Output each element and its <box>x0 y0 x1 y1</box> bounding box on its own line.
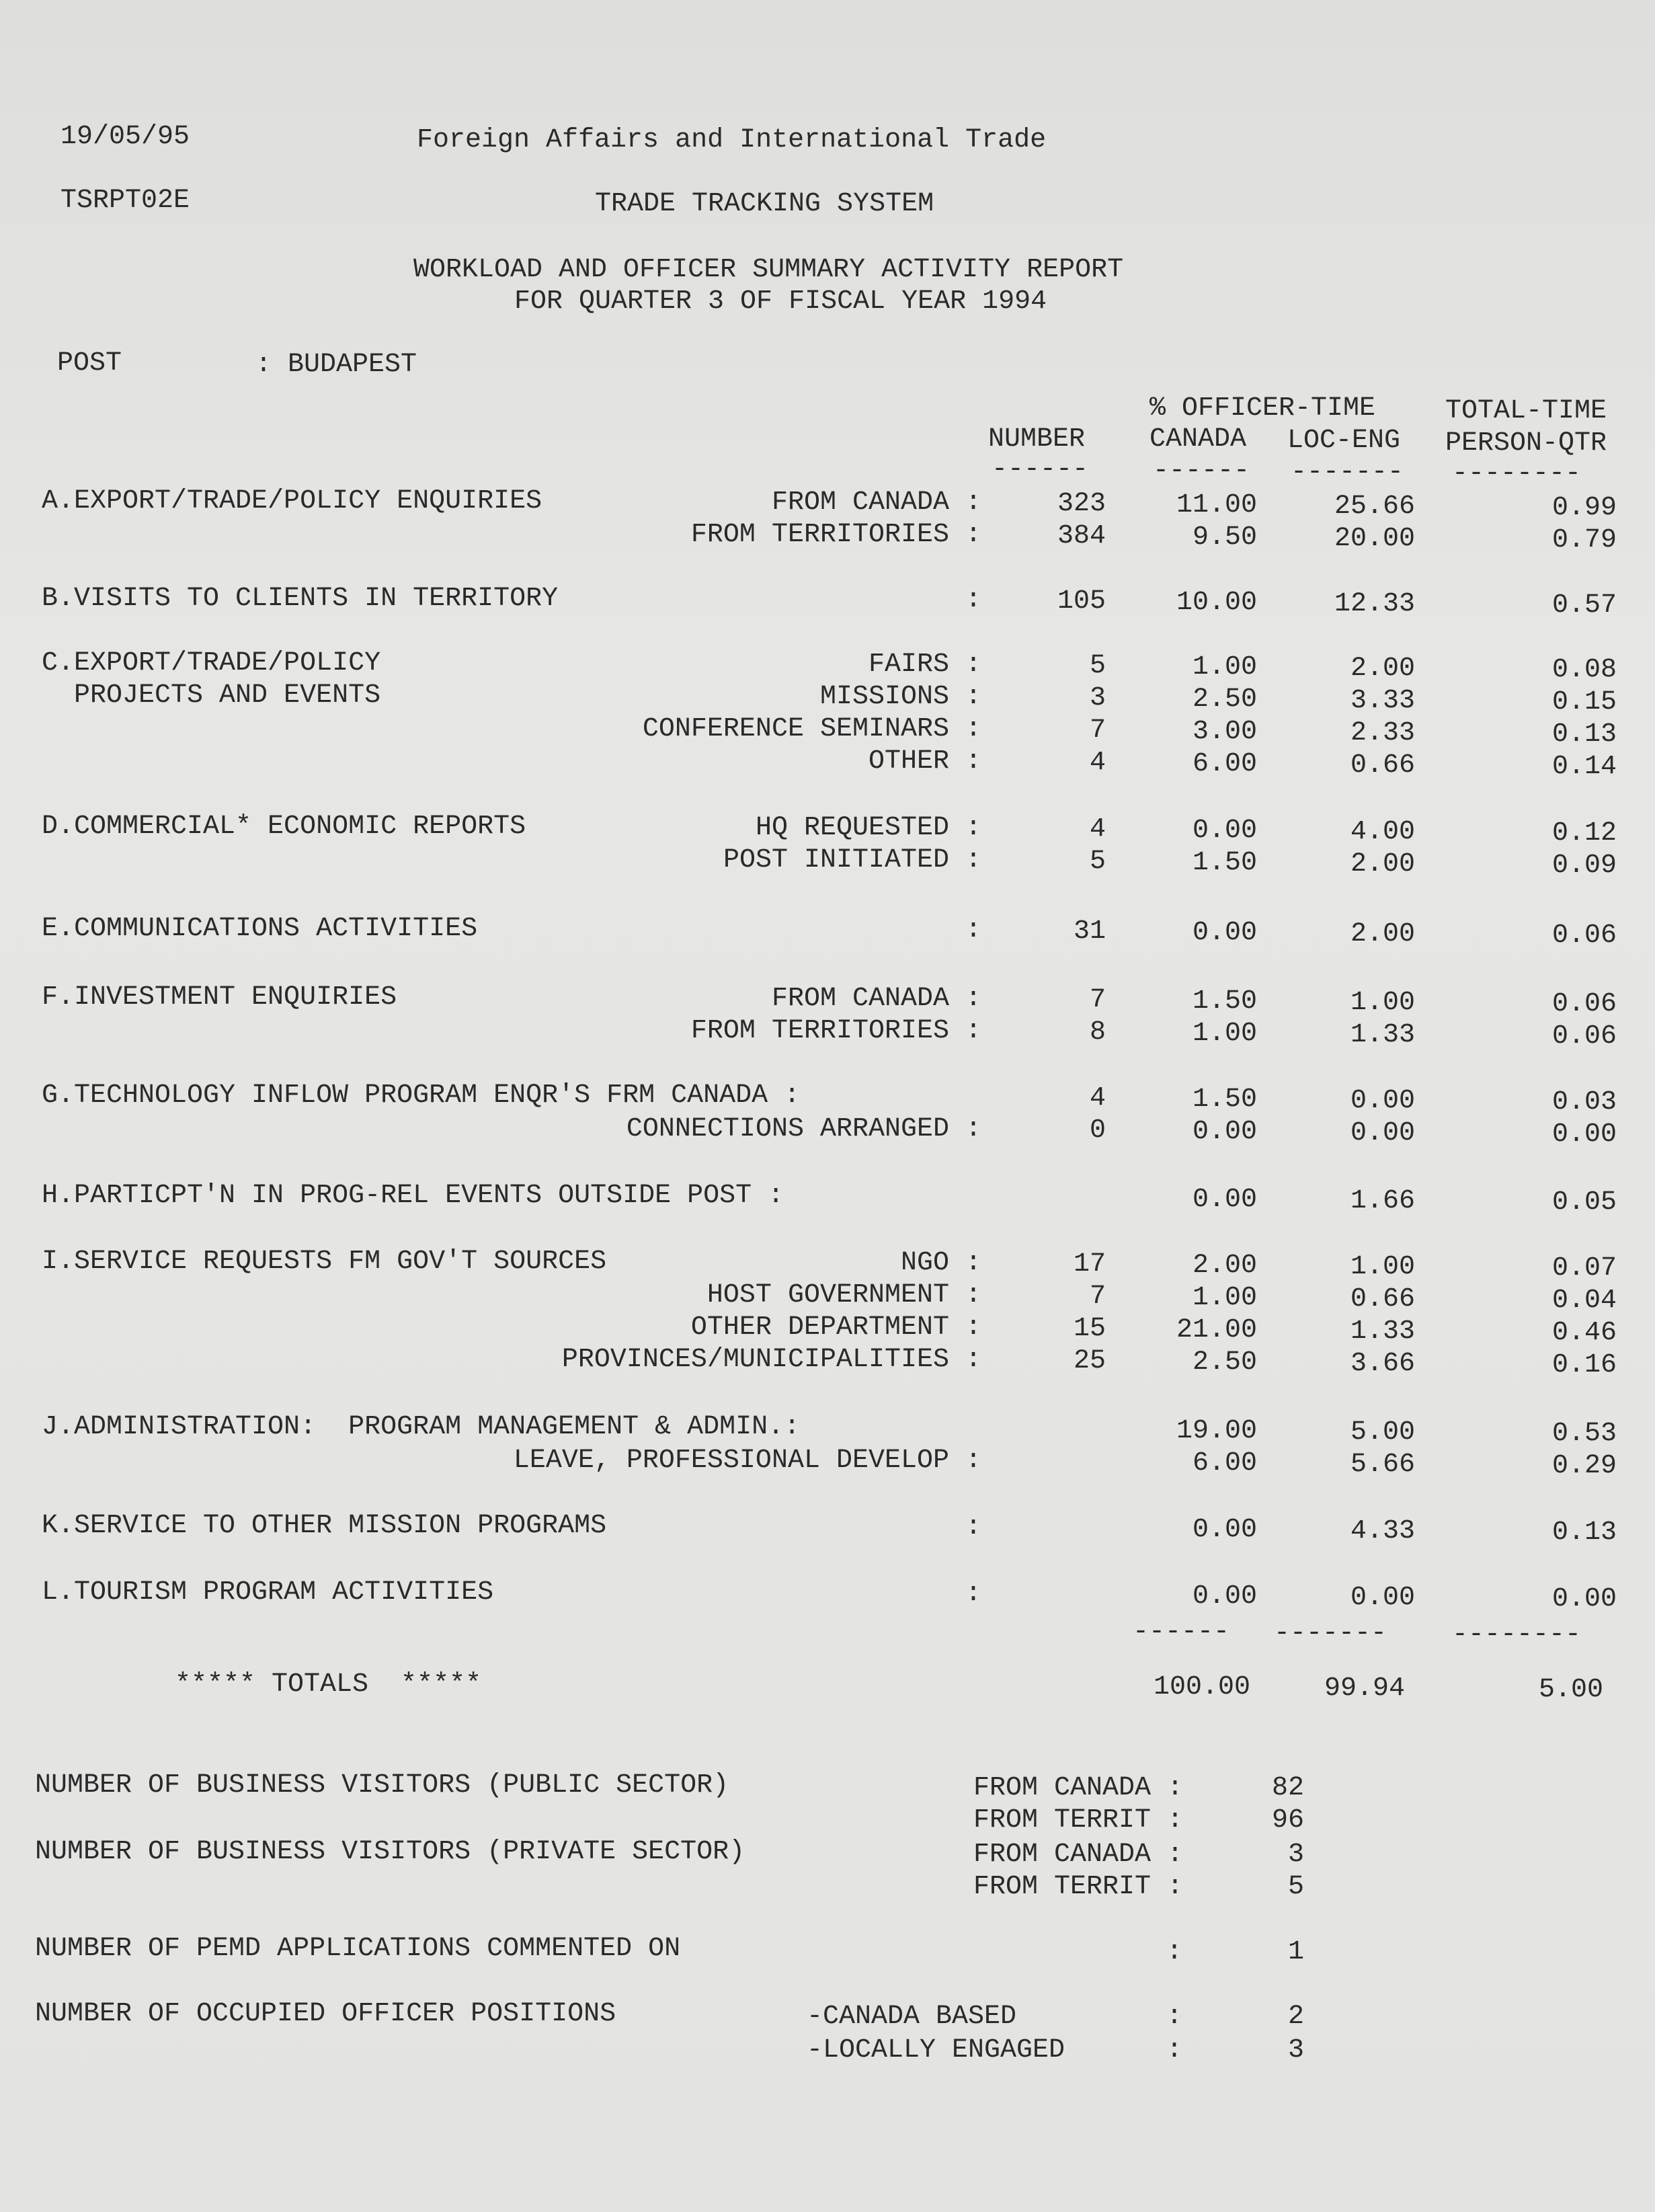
row-sub-label: CONFERENCE SEMINARS : <box>642 714 981 744</box>
row-number: 31 <box>1073 916 1106 947</box>
row-person-qtr: 0.06 <box>1551 1021 1617 1052</box>
row-sub-label: : <box>965 915 981 945</box>
row-number: 384 <box>1057 521 1106 551</box>
row-sub-label: : <box>965 1512 981 1542</box>
visitors-value: 96 <box>1271 1805 1304 1835</box>
row-section-label: L.TOURISM PROGRAM ACTIVITIES <box>42 1577 494 1608</box>
row-number: 7 <box>1089 715 1106 746</box>
row-loceng-pct: 1.66 <box>1350 1186 1415 1216</box>
totals-dash-pq: -------- <box>1452 1620 1582 1650</box>
row-number: 0 <box>1089 1115 1106 1146</box>
row-section-label: H.PARTICPT'N IN PROG-REL EVENTS OUTSIDE POST : <box>42 1181 784 1211</box>
row-canada-pct: 9.50 <box>1192 522 1257 553</box>
system-name: TRADE TRACKING SYSTEM <box>595 189 934 219</box>
row-canada-pct: 2.50 <box>1192 1347 1257 1378</box>
totals-canada: 100.00 <box>1153 1672 1250 1702</box>
report-date: 19/05/95 <box>60 122 190 152</box>
row-person-qtr: 0.05 <box>1551 1187 1617 1218</box>
row-number: 323 <box>1057 489 1106 519</box>
row-canada-pct: 1.50 <box>1192 848 1257 878</box>
row-canada-pct: 21.00 <box>1176 1315 1257 1345</box>
visitors-value: 3 <box>1287 1840 1304 1870</box>
row-sub-label: NGO : <box>900 1248 981 1278</box>
row-person-qtr: 0.09 <box>1551 851 1617 881</box>
row-loceng-pct: 4.00 <box>1350 817 1415 847</box>
row-canada-pct: 6.00 <box>1192 1448 1257 1478</box>
row-loceng-pct: 1.00 <box>1350 988 1415 1018</box>
post-value: : BUDAPEST <box>255 350 417 380</box>
row-sub-label: FROM CANADA : <box>771 487 981 518</box>
row-loceng-pct: 0.00 <box>1350 1086 1415 1116</box>
row-person-qtr: 0.04 <box>1551 1286 1617 1316</box>
row-sub-label: MISSIONS : <box>819 682 981 712</box>
totals-dash-loceng: ------- <box>1274 1618 1387 1649</box>
post-label: POST <box>57 348 122 379</box>
dash-personqtr: -------- <box>1452 459 1582 489</box>
row-sub-label: : <box>965 585 981 615</box>
row-person-qtr: 0.46 <box>1551 1318 1617 1348</box>
row-sub-label: OTHER : <box>868 746 981 777</box>
row-person-qtr: 0.29 <box>1551 1451 1617 1481</box>
row-loceng-pct: 1.33 <box>1350 1020 1415 1050</box>
row-canada-pct: 19.00 <box>1176 1416 1257 1446</box>
row-loceng-pct: 0.00 <box>1350 1118 1415 1148</box>
row-number: 17 <box>1073 1249 1106 1279</box>
row-canada-pct: 1.00 <box>1192 652 1257 682</box>
visitors-sub-label: FROM TERRIT : <box>973 1872 1183 1902</box>
row-loceng-pct: 2.00 <box>1350 919 1415 949</box>
ministry-name: Foreign Affairs and International Trade <box>417 125 1047 155</box>
row-sub-label: : <box>965 1579 981 1609</box>
totals-label: ***** TOTALS ***** <box>175 1669 482 1700</box>
row-section-label: K.SERVICE TO OTHER MISSION PROGRAMS <box>42 1511 607 1541</box>
row-section-label: PROJECTS AND EVENTS <box>42 680 381 711</box>
report-title-line1: WORKLOAD AND OFFICER SUMMARY ACTIVITY REPORT <box>413 255 1124 285</box>
totals-person-qtr: 5.00 <box>1538 1675 1603 1705</box>
visitors-label: NUMBER OF BUSINESS VISITORS (PRIVATE SECTOR) <box>35 1837 745 1867</box>
visitors-label: NUMBER OF BUSINESS VISITORS (PUBLIC SECTOR) <box>35 1770 729 1801</box>
row-person-qtr: 0.03 <box>1551 1087 1617 1117</box>
dash-canada: ------ <box>1153 456 1250 486</box>
dash-number: ------ <box>992 455 1089 485</box>
row-person-qtr: 0.79 <box>1551 525 1617 555</box>
positions-sub-label: -LOCALLY ENGAGED <box>807 2035 1065 2065</box>
row-loceng-pct: 5.66 <box>1350 1450 1415 1480</box>
positions-colon: : <box>1166 2035 1183 2065</box>
totals-dash-canada: ------ <box>1133 1617 1230 1647</box>
visitors-sub-label: FROM CANADA : <box>973 1773 1183 1803</box>
row-loceng-pct: 1.33 <box>1350 1316 1415 1347</box>
row-person-qtr: 0.07 <box>1551 1253 1617 1283</box>
row-canada-pct: 1.00 <box>1192 1283 1257 1313</box>
row-canada-pct: 0.00 <box>1192 918 1257 948</box>
row-loceng-pct: 4.33 <box>1350 1516 1415 1546</box>
row-person-qtr: 0.15 <box>1551 687 1617 717</box>
row-number: 5 <box>1089 846 1106 877</box>
row-canada-pct: 1.00 <box>1192 1019 1257 1049</box>
row-number: 4 <box>1089 748 1106 778</box>
row-canada-pct: 0.00 <box>1192 816 1257 846</box>
row-sub-label: HQ REQUESTED : <box>755 813 981 843</box>
col-pct-officer-time: % OFFICER-TIME <box>1149 393 1376 424</box>
row-number: 7 <box>1089 1281 1106 1312</box>
row-sub-label: CONNECTIONS ARRANGED : <box>626 1114 981 1144</box>
row-loceng-pct: 5.00 <box>1350 1417 1415 1448</box>
row-canada-pct: 0.00 <box>1192 1581 1257 1612</box>
positions-value: 2 <box>1287 2002 1304 2032</box>
row-person-qtr: 0.16 <box>1551 1350 1617 1380</box>
row-section-label: B.VISITS TO CLIENTS IN TERRITORY <box>42 584 559 614</box>
row-sub-label: PROVINCES/MUNICIPALITIES : <box>561 1345 981 1375</box>
row-person-qtr: 0.13 <box>1551 1517 1617 1548</box>
row-loceng-pct: 0.66 <box>1350 750 1415 781</box>
visitors-value: 82 <box>1271 1773 1304 1803</box>
report-code: TSRPT02E <box>60 186 190 216</box>
row-section-label: D.COMMERCIAL* ECONOMIC REPORTS <box>42 812 526 842</box>
row-canada-pct: 1.50 <box>1192 1084 1257 1115</box>
col-loc-eng: LOC-ENG <box>1287 426 1401 456</box>
row-number: 4 <box>1089 1083 1106 1113</box>
col-person-qtr: PERSON-QTR <box>1445 428 1607 459</box>
row-person-qtr: 0.08 <box>1551 655 1617 685</box>
row-canada-pct: 0.00 <box>1192 1185 1257 1215</box>
row-loceng-pct: 2.00 <box>1350 849 1415 879</box>
row-loceng-pct: 3.33 <box>1350 686 1415 716</box>
visitors-value: 5 <box>1287 1872 1304 1902</box>
row-loceng-pct: 25.66 <box>1334 491 1415 522</box>
row-section-label: F.INVESTMENT ENQUIRIES <box>42 982 397 1013</box>
row-loceng-pct: 2.00 <box>1350 654 1415 684</box>
visitors-sub-label: FROM CANADA : <box>973 1840 1183 1870</box>
row-number: 4 <box>1089 814 1106 844</box>
row-canada-pct: 0.00 <box>1192 1515 1257 1545</box>
row-loceng-pct: 20.00 <box>1334 524 1415 554</box>
row-sub-label: LEAVE, PROFESSIONAL DEVELOP : <box>513 1446 981 1476</box>
row-person-qtr: 0.99 <box>1551 493 1617 523</box>
row-number: 3 <box>1089 683 1106 713</box>
row-loceng-pct: 12.33 <box>1334 589 1415 619</box>
pemd-value: 1 <box>1287 1937 1304 1967</box>
row-person-qtr: 0.00 <box>1551 1584 1617 1614</box>
row-canada-pct: 2.00 <box>1192 1251 1257 1281</box>
row-canada-pct: 2.50 <box>1192 684 1257 715</box>
row-number: 8 <box>1089 1017 1106 1048</box>
row-person-qtr: 0.13 <box>1551 719 1617 750</box>
dash-loceng: ------- <box>1291 457 1404 487</box>
row-loceng-pct: 1.00 <box>1350 1252 1415 1282</box>
visitors-sub-label: FROM TERRIT : <box>973 1805 1183 1835</box>
row-sub-label: OTHER DEPARTMENT : <box>690 1312 981 1343</box>
row-loceng-pct: 2.33 <box>1350 718 1415 748</box>
row-section-label: G.TECHNOLOGY INFLOW PROGRAM ENQR'S FRM CANADA : <box>42 1080 801 1111</box>
row-loceng-pct: 0.00 <box>1350 1583 1415 1613</box>
row-section-label: E.COMMUNICATIONS ACTIVITIES <box>42 914 478 944</box>
row-person-qtr: 0.06 <box>1551 989 1617 1019</box>
report-title-line2: FOR QUARTER 3 OF FISCAL YEAR 1994 <box>514 286 1047 317</box>
row-section-label: A.EXPORT/TRADE/POLICY ENQUIRIES <box>42 486 542 516</box>
row-sub-label: FROM TERRITORIES : <box>690 520 981 550</box>
row-number: 7 <box>1089 985 1106 1015</box>
row-canada-pct: 1.50 <box>1192 986 1257 1017</box>
row-section-label: I.SERVICE REQUESTS FM GOV'T SOURCES <box>42 1247 607 1277</box>
row-sub-label: FROM TERRITORIES : <box>690 1016 981 1046</box>
row-person-qtr: 0.57 <box>1551 590 1617 621</box>
row-number: 15 <box>1073 1314 1106 1344</box>
row-section-label: J.ADMINISTRATION: PROGRAM MANAGEMENT & ADMIN.: <box>42 1412 801 1442</box>
row-number: 5 <box>1089 651 1106 681</box>
row-person-qtr: 0.14 <box>1551 752 1617 782</box>
positions-sub-label: -CANADA BASED <box>807 2002 1017 2032</box>
pemd-label: NUMBER OF PEMD APPLICATIONS COMMENTED ON <box>35 1934 681 1964</box>
row-sub-label: POST INITIATED : <box>723 845 981 875</box>
row-sub-label: FROM CANADA : <box>771 984 981 1014</box>
row-person-qtr: 0.53 <box>1551 1419 1617 1449</box>
row-sub-label: FAIRS : <box>868 649 981 680</box>
row-canada-pct: 11.00 <box>1176 490 1257 520</box>
row-canada-pct: 6.00 <box>1192 749 1257 779</box>
totals-loceng: 99.94 <box>1324 1673 1405 1704</box>
row-person-qtr: 0.12 <box>1551 818 1617 848</box>
col-number: NUMBER <box>988 424 1086 455</box>
row-person-qtr: 0.06 <box>1551 920 1617 951</box>
row-person-qtr: 0.00 <box>1551 1119 1617 1150</box>
row-section-label: C.EXPORT/TRADE/POLICY <box>42 648 381 678</box>
positions-colon: : <box>1166 2002 1183 2032</box>
row-canada-pct: 10.00 <box>1176 588 1257 618</box>
row-number: 25 <box>1073 1346 1106 1376</box>
col-canada: CANADA <box>1149 424 1247 455</box>
row-canada-pct: 0.00 <box>1192 1117 1257 1147</box>
row-number: 105 <box>1057 586 1106 617</box>
row-loceng-pct: 3.66 <box>1350 1349 1415 1379</box>
row-sub-label: HOST GOVERNMENT : <box>707 1280 981 1310</box>
pemd-colon: : <box>1166 1937 1183 1967</box>
row-canada-pct: 3.00 <box>1192 717 1257 747</box>
col-total-time: TOTAL-TIME <box>1445 396 1607 426</box>
row-loceng-pct: 0.66 <box>1350 1284 1415 1314</box>
positions-value: 3 <box>1287 2035 1304 2065</box>
positions-label: NUMBER OF OCCUPIED OFFICER POSITIONS <box>35 1999 616 2029</box>
